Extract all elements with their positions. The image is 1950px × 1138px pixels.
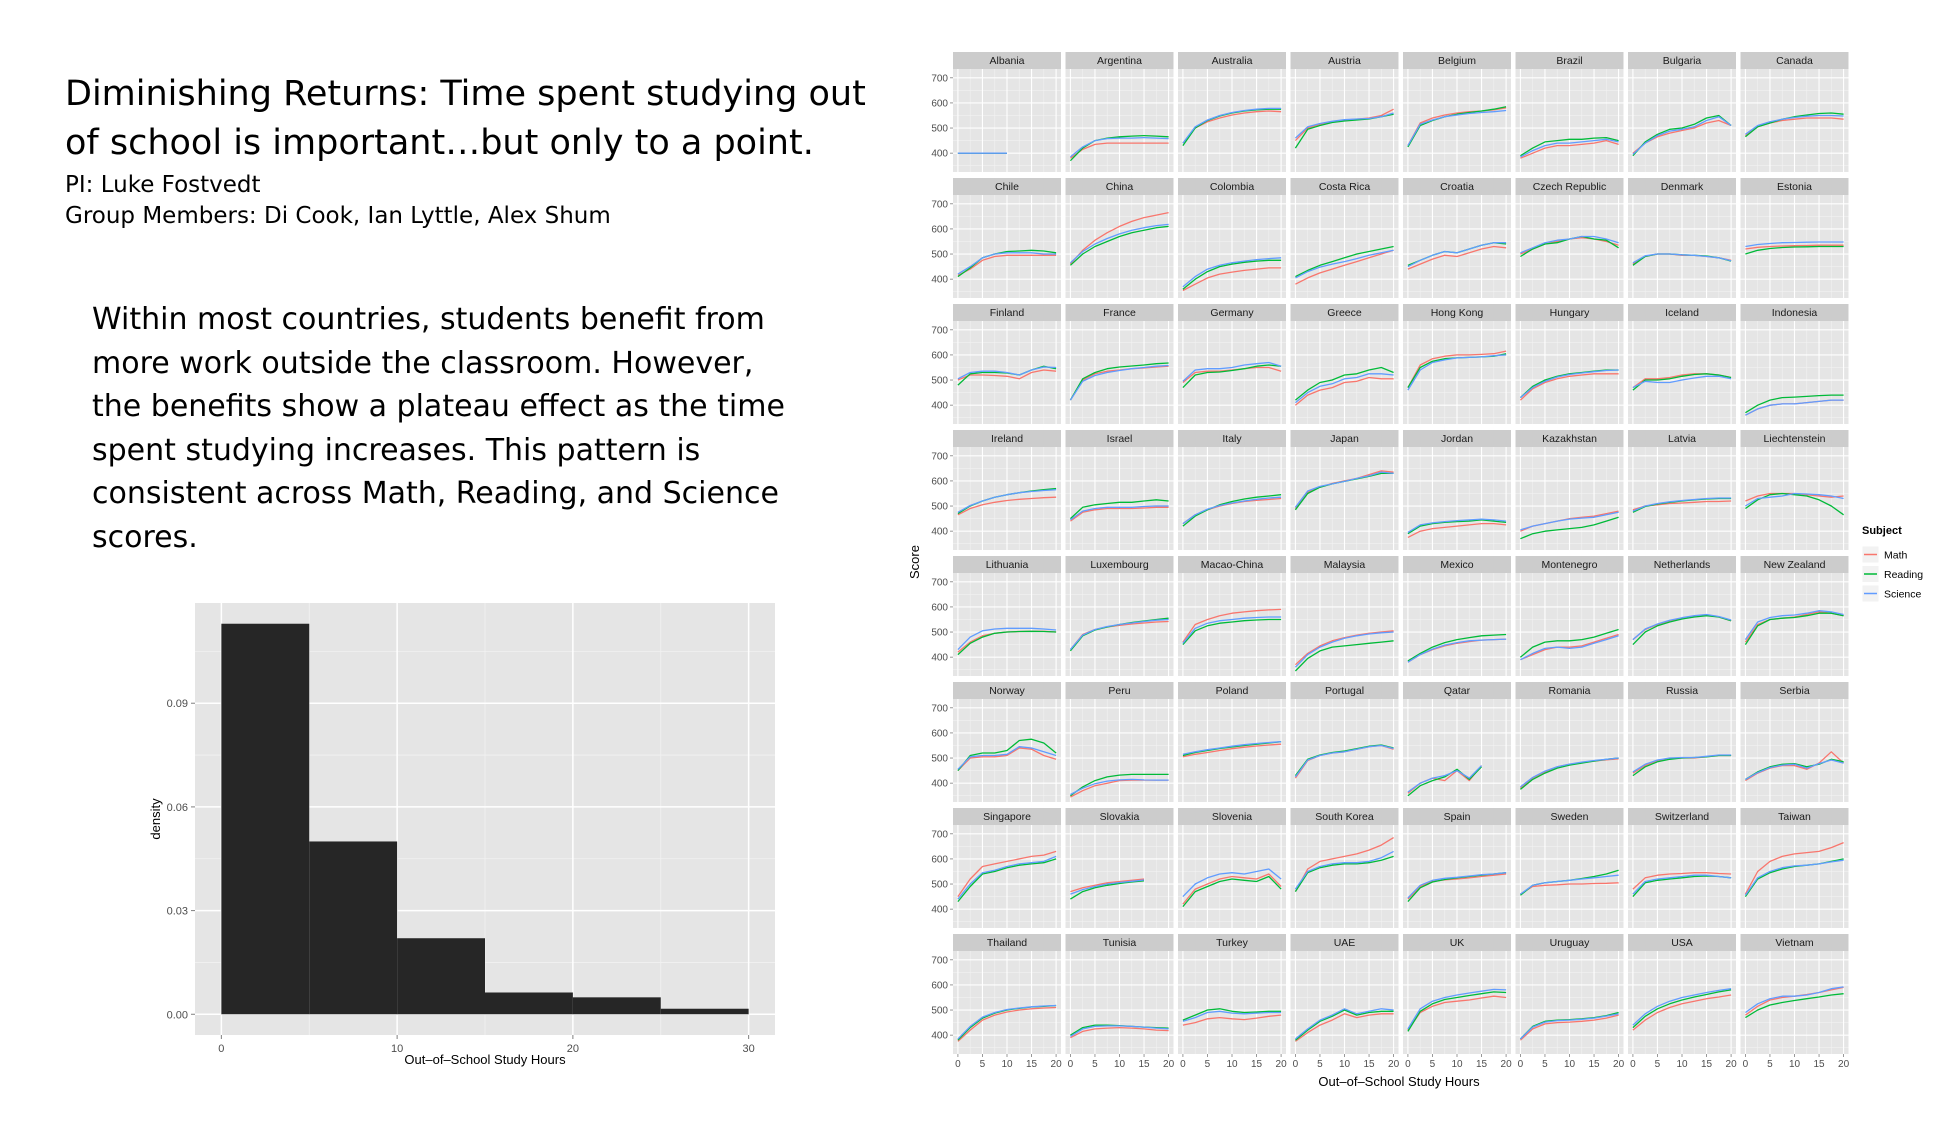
y-tick-label: 700: [931, 325, 948, 337]
y-tick-label: 0.03: [166, 905, 188, 918]
facet-label: Jordan: [1440, 433, 1474, 445]
x-tick-label: 15: [1475, 1059, 1488, 1070]
facet-label: Kazakhstan: [1542, 433, 1597, 445]
x-tick-label: 15: [1363, 1059, 1375, 1070]
facet-label: Qatar: [1443, 685, 1471, 697]
x-tick-label: 10: [1226, 1059, 1238, 1070]
y-tick-label: 0.06: [166, 801, 188, 814]
y-tick-label: 600: [931, 476, 948, 488]
description-paragraph: Within most countries, students benefit from more work outside the classroom. However, the benefits show a plateau effect as the time spent studying increases. This pattern is consistent across Math, Reading, and Science scores.: [92, 302, 785, 555]
facet-label: Belgium: [1438, 55, 1476, 67]
facet-label: Italy: [1222, 433, 1242, 445]
y-tick-label: 500: [931, 249, 948, 261]
facet-label: Denmark: [1660, 181, 1704, 193]
legend-label: Science: [1884, 588, 1922, 601]
y-tick-label: 600: [931, 980, 948, 992]
facet-label: Tunisia: [1102, 937, 1137, 949]
x-tick-label: 5: [1767, 1059, 1773, 1070]
x-tick-label: 10: [1788, 1059, 1801, 1070]
x-tick-label: 20: [1275, 1059, 1287, 1070]
facet-label: Greece: [1327, 307, 1362, 319]
y-axis-title: Score: [907, 545, 922, 579]
x-tick-label: 20: [1388, 1059, 1400, 1070]
y-tick-label: 500: [931, 879, 948, 891]
y-tick-label: 600: [931, 98, 948, 110]
x-tick-label: 0: [1067, 1059, 1074, 1070]
facet-label: Latvia: [1667, 433, 1697, 445]
y-tick-label: 700: [931, 451, 948, 463]
facet-label: Luxembourg: [1090, 559, 1149, 571]
x-tick-label: 20: [566, 1043, 580, 1055]
x-tick-label: 5: [1542, 1059, 1548, 1070]
facet-label: Japan: [1330, 433, 1359, 445]
facet-label: Finland: [989, 307, 1025, 319]
facet-label: Malaysia: [1323, 559, 1366, 571]
y-tick-label: 600: [931, 224, 948, 236]
x-tick-label: 15: [1700, 1059, 1713, 1070]
facet-label: Peru: [1108, 685, 1131, 697]
facet-label: Montenegro: [1541, 559, 1598, 571]
facet-label: Indonesia: [1771, 307, 1818, 319]
y-axis-title: density: [148, 798, 163, 840]
group-members-line: Group Members: Di Cook, Ian Lyttle, Alex Shum: [65, 203, 611, 229]
facet-label: Serbia: [1779, 685, 1810, 697]
x-tick-label: 10: [1001, 1059, 1013, 1070]
facet-label: Estonia: [1776, 181, 1813, 193]
facet-label: Lithuania: [985, 559, 1029, 571]
facet-label: Croatia: [1440, 181, 1474, 193]
facet-label: Uruguay: [1549, 937, 1590, 949]
facet-label: Germany: [1210, 307, 1254, 319]
facet-label: Iceland: [1665, 307, 1699, 319]
facet-label: Thailand: [986, 937, 1028, 949]
y-tick-label: 700: [931, 703, 948, 715]
x-tick-label: 0: [1517, 1059, 1524, 1070]
x-tick-label: 10: [390, 1043, 404, 1055]
facet-label: Liechtenstein: [1763, 433, 1826, 445]
facet-label: Austria: [1328, 55, 1361, 67]
x-tick-label: 5: [979, 1059, 986, 1070]
facet-label: Canada: [1776, 55, 1813, 67]
facet-label: Australia: [1211, 55, 1253, 67]
page-title: Diminishing Returns: Time spent studying out of school is important…but only to a point.: [65, 74, 866, 163]
y-tick-label: 600: [931, 728, 948, 740]
x-tick-label: 0: [1630, 1059, 1636, 1070]
x-tick-label: 20: [1500, 1059, 1512, 1070]
x-tick-label: 15: [1588, 1059, 1600, 1070]
y-tick-label: 400: [931, 274, 948, 286]
facet-label: Portugal: [1324, 685, 1365, 697]
y-tick-label: 600: [931, 350, 948, 362]
facet-label: Turkey: [1216, 937, 1248, 949]
y-tick-label: 400: [931, 148, 948, 160]
x-axis-title: Out–of–School Study Hours: [1318, 1074, 1480, 1089]
x-tick-label: 10: [1563, 1059, 1576, 1070]
y-tick-label: 400: [931, 526, 948, 538]
x-tick-label: 10: [1676, 1059, 1688, 1070]
y-tick-label: 600: [931, 854, 948, 866]
legend-title: Subject: [1862, 525, 1902, 537]
y-tick-label: 400: [931, 904, 948, 916]
facet-label: Mexico: [1440, 559, 1474, 571]
y-tick-label: 500: [931, 627, 948, 639]
facet-label: UK: [1449, 937, 1465, 949]
y-tick-label: 500: [931, 753, 948, 765]
facet-label: Hungary: [1549, 307, 1590, 319]
histogram-bar: [397, 938, 485, 1014]
facet-label: Netherlands: [1653, 559, 1711, 571]
facet-label: Taiwan: [1778, 811, 1811, 823]
x-tick-label: 20: [1613, 1059, 1625, 1070]
facet-label: USA: [1671, 937, 1693, 949]
x-tick-label: 10: [1113, 1059, 1126, 1070]
facet-label: Macao-China: [1200, 559, 1264, 571]
facet-label: Czech Republic: [1532, 181, 1607, 193]
facet-label: Albania: [989, 55, 1025, 67]
x-tick-label: 0: [955, 1059, 961, 1070]
x-tick-label: 5: [1654, 1059, 1661, 1070]
facet-label: Brazil: [1556, 55, 1583, 67]
y-tick-label: 400: [931, 1030, 948, 1042]
x-tick-label: 10: [1451, 1059, 1463, 1070]
facet-label: Israel: [1106, 433, 1133, 445]
facet-label: Bulgaria: [1662, 55, 1702, 67]
x-tick-label: 0: [1742, 1059, 1749, 1070]
y-tick-label: 0.09: [166, 698, 188, 711]
x-tick-label: 5: [1204, 1059, 1211, 1070]
facet-label: China: [1105, 181, 1134, 193]
histogram-chart: [0, 0, 800, 1138]
x-tick-label: 0: [1180, 1059, 1186, 1070]
histogram-bar: [661, 1009, 749, 1015]
x-tick-label: 15: [1025, 1059, 1038, 1070]
facet-label: Chile: [995, 181, 1019, 193]
facet-label: Vietnam: [1775, 937, 1814, 949]
y-tick-label: 700: [931, 829, 948, 841]
y-tick-label: 500: [931, 375, 948, 387]
y-tick-label: 500: [931, 123, 948, 135]
x-tick-label: 10: [1338, 1059, 1351, 1070]
facet-label: Ireland: [990, 433, 1024, 445]
x-tick-label: 15: [1250, 1059, 1263, 1070]
x-tick-label: 0: [1405, 1059, 1411, 1070]
legend-label: Math: [1884, 549, 1908, 562]
y-tick-label: 700: [931, 577, 948, 589]
facet-label: Sweden: [1550, 811, 1589, 823]
facet-label: Spain: [1443, 811, 1471, 823]
facet-label: Slovakia: [1099, 811, 1140, 823]
x-tick-label: 5: [1317, 1059, 1323, 1070]
histogram-bar: [573, 997, 661, 1014]
pi-line: PI: Luke Fostvedt: [65, 172, 261, 198]
y-tick-label: 700: [931, 73, 948, 85]
y-tick-label: 500: [931, 1005, 948, 1017]
facet-label: Slovenia: [1211, 811, 1253, 823]
facet-label: Singapore: [983, 811, 1031, 823]
y-tick-label: 700: [931, 955, 948, 967]
facet-label: South Korea: [1315, 811, 1374, 823]
faceted-line-chart: [890, 0, 1950, 1138]
y-tick-label: 400: [931, 778, 948, 790]
x-tick-label: 20: [1163, 1059, 1175, 1070]
x-axis-title: Out–of–School Study Hours: [404, 1052, 566, 1067]
x-tick-label: 20: [1050, 1059, 1062, 1070]
x-tick-label: 20: [1725, 1059, 1737, 1070]
facet-label: Switzerland: [1654, 811, 1710, 823]
facet-label: Norway: [989, 685, 1025, 697]
y-tick-label: 600: [931, 602, 948, 614]
facet-label: UAE: [1333, 937, 1356, 949]
legend-label: Reading: [1884, 569, 1924, 581]
facet-label: France: [1103, 307, 1136, 319]
facet-label: Russia: [1665, 685, 1699, 697]
histogram-bar: [221, 624, 309, 1015]
y-tick-label: 500: [931, 501, 948, 513]
facet-label: Hong Kong: [1430, 307, 1484, 319]
x-tick-label: 20: [1838, 1059, 1850, 1070]
x-tick-label: 30: [742, 1043, 755, 1055]
histogram-bar: [485, 992, 573, 1014]
histogram-bar: [309, 841, 397, 1014]
y-tick-label: 400: [931, 652, 948, 664]
x-tick-label: 15: [1813, 1059, 1825, 1070]
facet-label: Romania: [1548, 685, 1591, 697]
facet-label: Costa Rica: [1318, 181, 1371, 193]
x-tick-label: 15: [1138, 1059, 1150, 1070]
y-tick-label: 400: [931, 400, 948, 412]
facet-label: New Zealand: [1763, 559, 1826, 571]
x-tick-label: 0: [218, 1043, 225, 1055]
facet-label: Poland: [1215, 685, 1249, 697]
facet-label: Colombia: [1209, 181, 1255, 193]
y-tick-label: 700: [931, 199, 948, 211]
x-tick-label: 0: [1292, 1059, 1299, 1070]
facet-label: Argentina: [1097, 55, 1142, 67]
x-tick-label: 5: [1429, 1059, 1436, 1070]
x-tick-label: 5: [1092, 1059, 1098, 1070]
y-tick-label: 0.00: [166, 1009, 188, 1022]
